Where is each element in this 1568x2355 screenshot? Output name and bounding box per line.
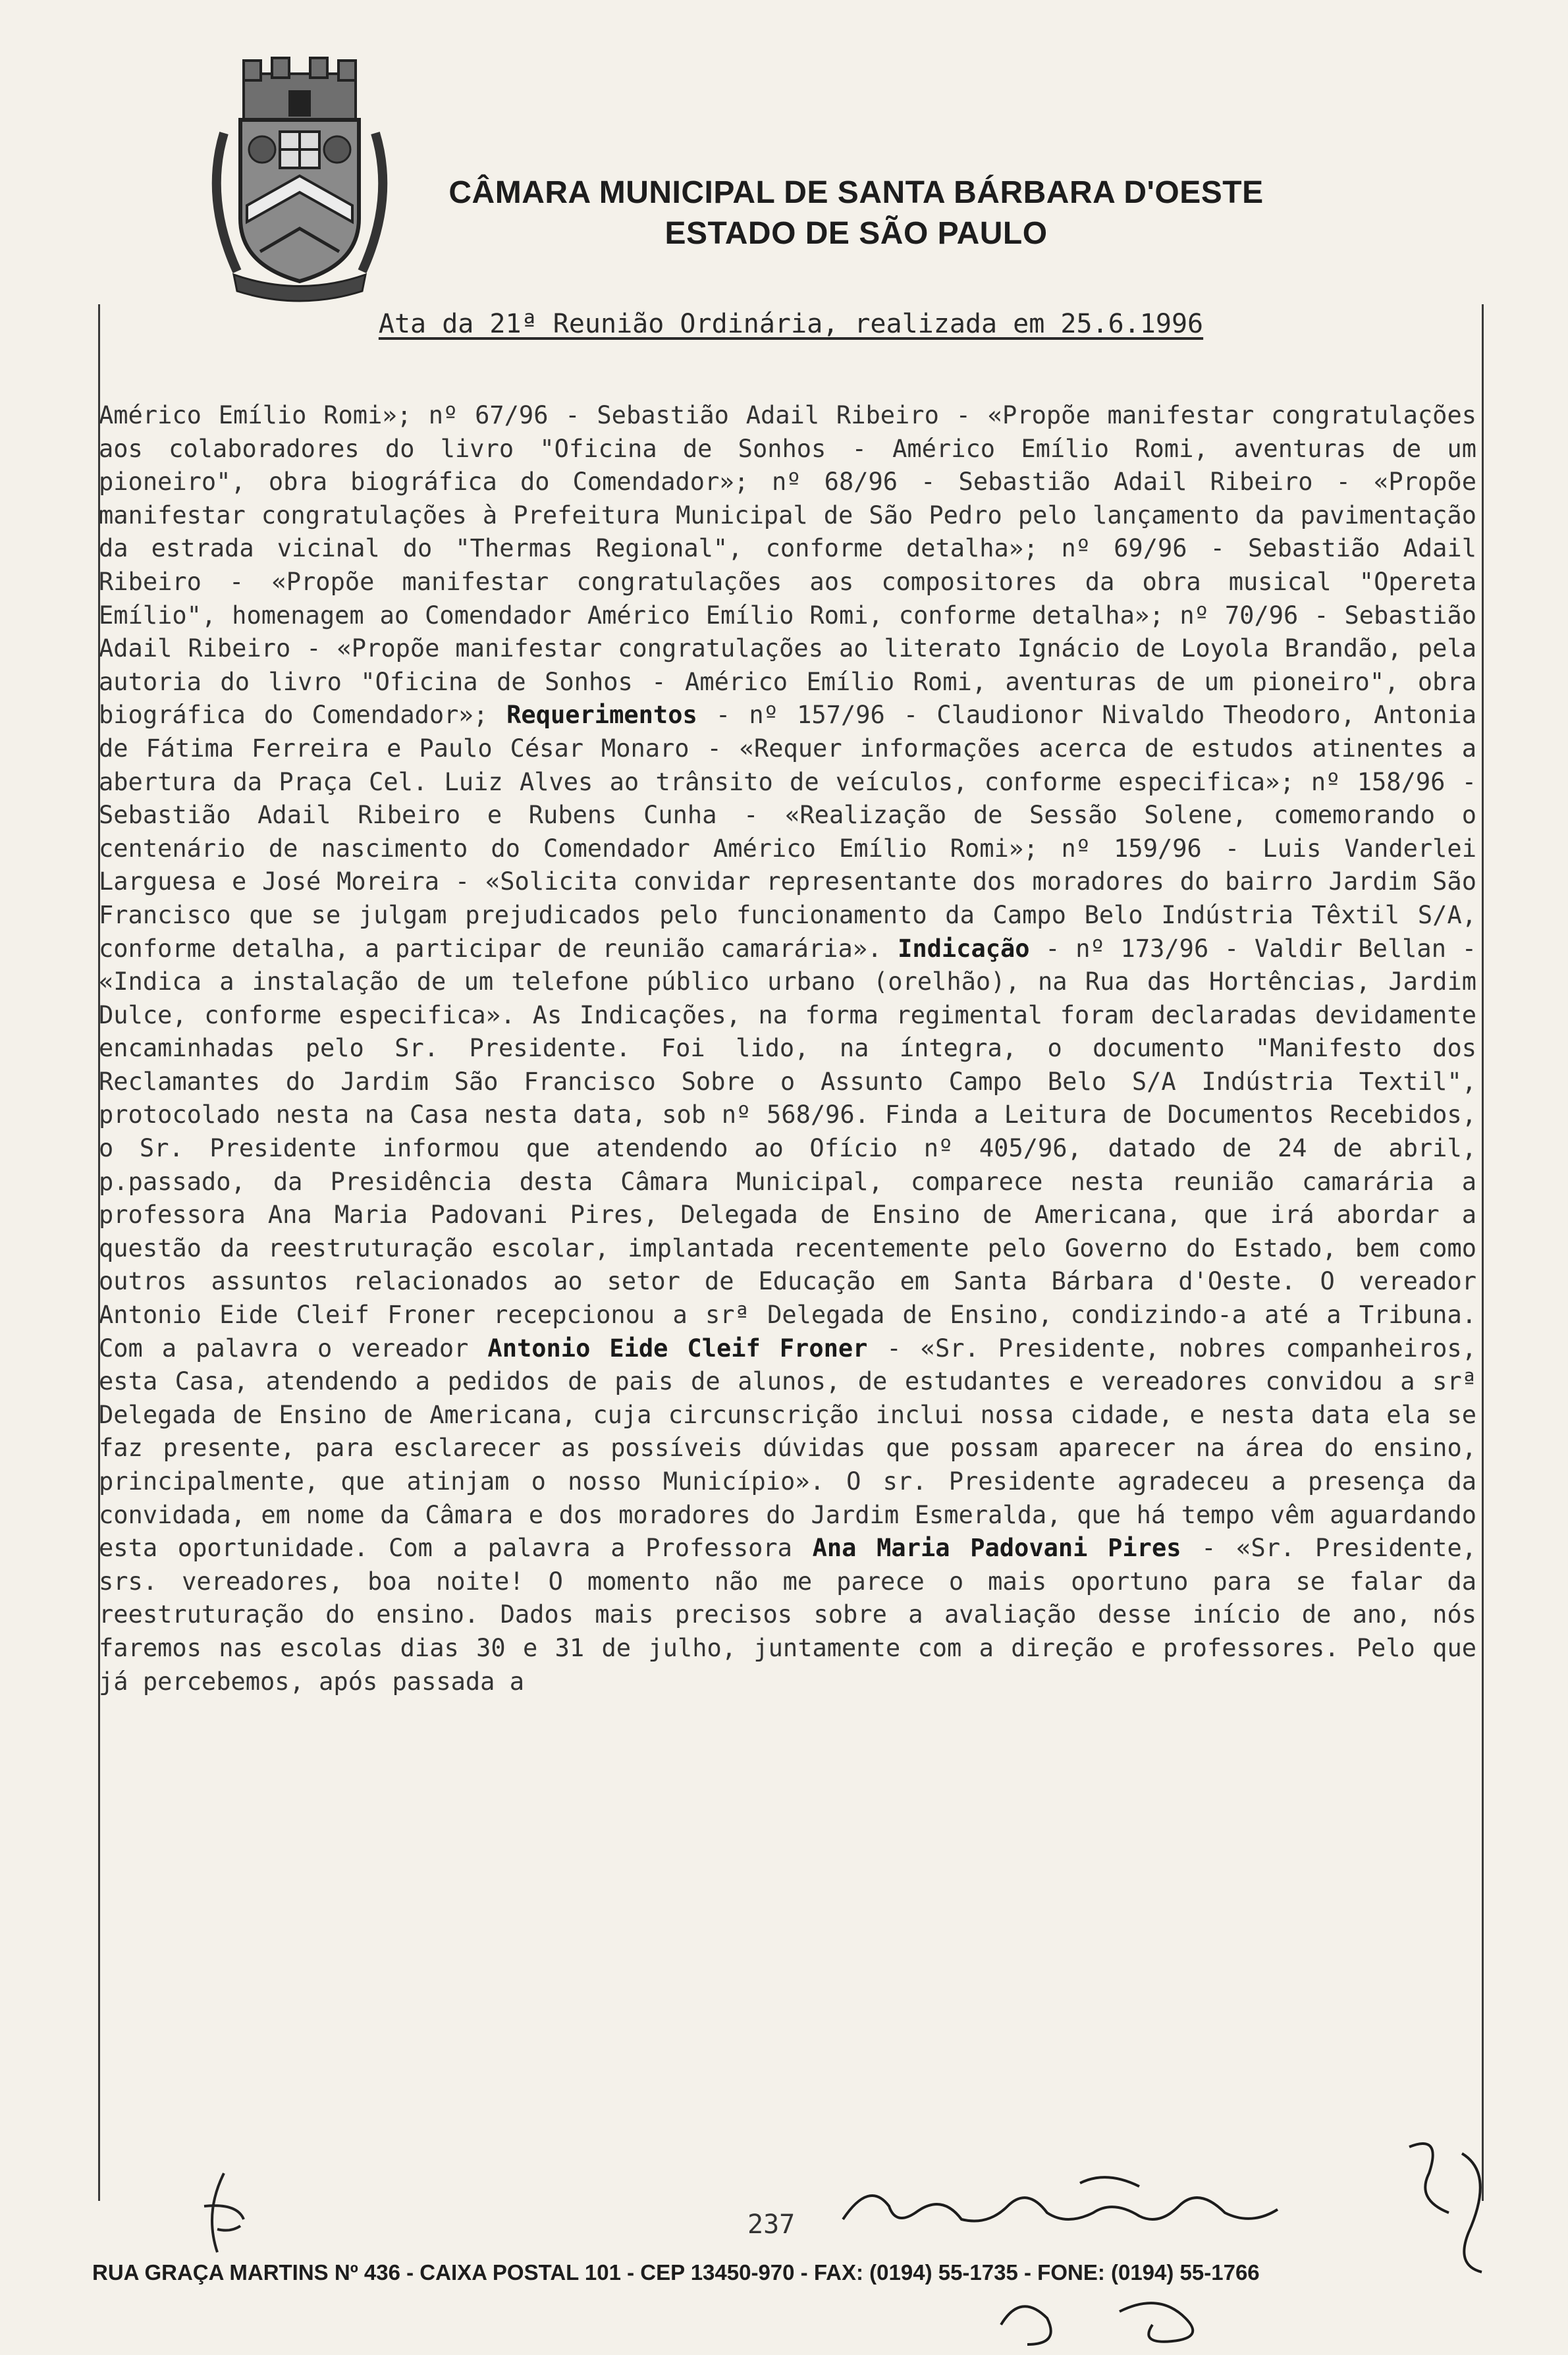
body-segment: Américo Emílio Romi»; nº 67/96 - Sebastião Adail Ribeiro - «Propõe manifestar congratulações aos colaboradores do livro "Oficina de Sonhos - Américo Emílio Romi, aventuras de um pioneiro", obra biográfica do Comendador»; nº 68/96 - Sebastião Adail Ribeiro - «Propõe manifestar congratulações à Prefeitura Municipal de São Pedro pelo lançamento da pavimentação da estrada vicinal do "Thermas Regional", conforme detalha»; nº 69/96 - Sebastião Adail Ribeiro - «Propõe manifestar congratulações aos compositores da obra musical "Opereta Emílio", homenagem ao Comendador Américo Emílio Romi, conforme detalha»; nº 70/96 - Sebastião Adail Ribeiro - «Propõe manifestar congratulações ao literato Ignácio de Loyola Brandão, pela autoria do livro "Oficina de Sonhos - Américo Emílio Romi, aventuras de um pioneiro", obra biográfica do Comendador»;: [99, 401, 1476, 730]
address-footer: RUA GRAÇA MARTINS Nº 436 - CAIXA POSTAL 101 - CEP 13450-970 - FAX: (0194) 55-1735 - FONE: (0194) 55-1766: [92, 2260, 1260, 2285]
signature-left: [178, 2167, 277, 2265]
institution-state: ESTADO DE SÃO PAULO: [664, 216, 1048, 251]
document-title: Ata da 21ª Reunião Ordinária, realizada em 25.6.1996: [378, 309, 1204, 339]
speaker-name: Ana Maria Padovani Pires: [812, 1534, 1181, 1563]
coat-of-arms-logo: [198, 54, 402, 304]
institution-name: CÂMARA MUNICIPAL DE SANTA BÁRBARA D'OESTE: [448, 175, 1264, 210]
document-body: [99, 399, 1476, 1698]
signature-bottom: [988, 2285, 1251, 2351]
institution-header: [395, 173, 1317, 254]
body-segment: - nº 157/96 - Claudionor Nivaldo Theodoro, Antonia de Fátima Ferreira e Paulo César Monaro - «Requer informações acerca de estudos atinentes a abertura da Praça Cel. Luiz Alves ao trânsito de veículos, conforme especifica»; nº 158/96 - Sebastião Adail Ribeiro e Rubens Cunha - «Realização de Sessão Solene, comemorando o centenário de nascimento do Comendador Américo Emílio Romi»; nº 159/96 - Luis Vanderlei Larguesa e José Moreira - «Solicita convidar representante dos moradores do bairro Jardim São Francisco que se julgam prejudicados pelo funcionamento da Campo Belo Indústria Têxtil S/A, conforme detalha, a participar de reunião camarária».: [99, 701, 1477, 963]
section-heading-indicacao: Indicação: [898, 934, 1030, 963]
body-segment: - «Sr. Presidente, srs. vereadores, boa noite! O momento não me parece o mais oportuno para se falar da reestruturação do ensino. Dados mais precisos sobre a avaliação desse início de ano, nós faremos nas escolas dias 30 e 31 de julho, juntamente com a direção e professores. Pelo que já percebemos, após passada a: [99, 1534, 1476, 1696]
speaker-name: Antonio Eide Cleif Froner: [487, 1334, 868, 1363]
signature-right: [1383, 2134, 1515, 2279]
page-number: 237: [747, 2209, 796, 2240]
signature-center: [830, 2167, 1330, 2246]
body-segment: - «Sr. Presidente, nobres companheiros, esta Casa, atendendo a pedidos de pais de alunos, de estudantes e vereadores convidou a srª Delegada de Ensino de Americana, cuja circunscrição inclui nossa cidade, e nesta data ela se faz presente, para esclarecer as possíveis dúvidas que possam aparecer na área do ensino, principalmente, que atinjam o nosso Município». O sr. Presidente agradeceu a presença da convidada, em nome da Câmara e dos moradores do Jardim Esmeralda, que há tempo vêm aguardando esta oportunidade. Com a palavra a Professora: [99, 1334, 1476, 1563]
section-heading-requerimentos: Requerimentos: [506, 701, 697, 730]
body-segment: - nº 173/96 - Valdir Bellan - «Indica a instalação de um telefone público urbano (orelhão), na Rua das Hortências, Jardim Dulce, conforme especifica». As Indicações, na forma regimental foram declaradas devidamente encaminhadas pelo Sr. Presidente. Foi lido, na íntegra, o documento "Manifesto dos Reclamantes do Jardim São Francisco Sobre o Assunto Campo Belo S/A Indústria Textil", protocolado nesta na Casa nesta data, sob nº 568/96. Finda a Leitura de Documentos Recebidos, o Sr. Presidente informou que atendendo ao Ofício nº 405/96, datado de 24 de abril, p.passado, da Presidência desta Câmara Municipal, comparece nesta reunião camarária a professora Ana Maria Padovani Pires, Delegada de Ensino de Americana, que irá abordar a questão da reestruturação escolar, implantada recentemente pelo Governo do Estado, bem como outros assuntos relacionados ao setor de Educação em Santa Bárbara d'Oeste. O vereador Antonio Eide Cleif Froner recepcionou a srª Delegada de Ensino, condizindo-a até a Tribuna. Com a palavra o vereador: [99, 934, 1476, 1363]
frame-right-rule: [1482, 304, 1484, 2201]
